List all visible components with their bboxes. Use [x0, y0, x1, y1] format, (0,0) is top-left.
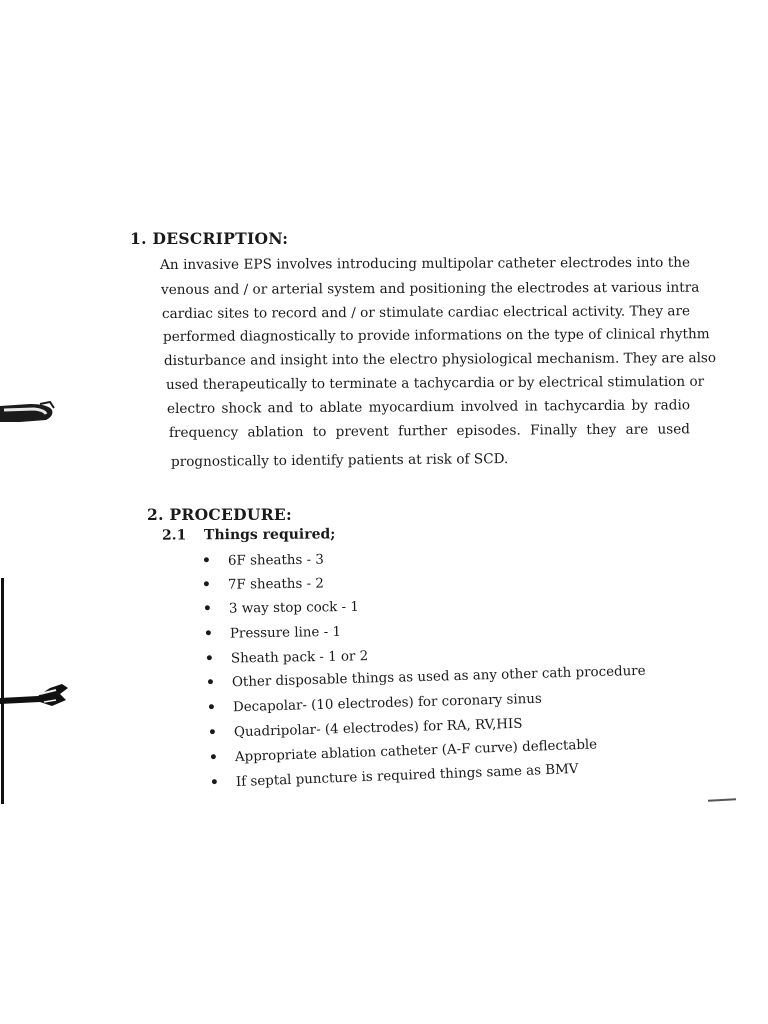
scan-edge-mark	[708, 798, 736, 801]
list-item-text: If septal puncture is required things same as BMV	[235, 761, 579, 790]
bullet-icon: •	[202, 600, 213, 617]
bullet-icon: •	[203, 625, 214, 642]
paragraph-line: venous and / or arterial system and positioning the electrodes at various intra	[160, 279, 700, 298]
binder-clip-icon	[0, 680, 72, 712]
list-item-text: 3 way stop cock - 1	[228, 599, 360, 617]
bullet-icon: •	[201, 576, 212, 593]
paragraph-line: performed diagnostically to provide informations on the type of clinical rhythm	[162, 326, 710, 345]
bullet-icon: •	[206, 699, 217, 716]
binder-clip-icon	[0, 400, 56, 426]
list-item-text: Sheath pack - 1 or 2	[230, 649, 369, 667]
list-item	[207, 690, 542, 718]
bullet-icon: •	[209, 774, 220, 791]
list-item	[203, 598, 359, 619]
bullet-icon: •	[201, 552, 212, 569]
list-item	[202, 575, 324, 595]
paragraph-line: electro shock and to ablate myocardium involved in tachycardia by radio	[166, 397, 691, 417]
list-item-text: 7F sheaths - 2	[227, 576, 324, 593]
list-item-text: Quadripolar- (4 electrodes) for RA, RV,HIS	[233, 716, 523, 741]
list-item	[205, 647, 369, 669]
list-item-text: Pressure line - 1	[229, 624, 342, 642]
bullet-icon: •	[205, 674, 216, 691]
section-heading-procedure: 2. PROCEDURE:	[147, 505, 293, 524]
bullet-icon: •	[207, 724, 218, 741]
paragraph-line: An invasive EPS involves introducing multipolar catheter electrodes into the	[159, 254, 691, 273]
list-item	[202, 551, 324, 571]
list-item	[204, 623, 341, 644]
list-item-text: Other disposable things as used as any other cath procedure	[231, 663, 646, 691]
bullet-icon: •	[208, 749, 219, 766]
paragraph-line: disturbance and insight into the electro physiological mechanism. They are also	[163, 350, 717, 369]
paragraph-line: frequency ablation to prevent further episodes. Finally they are used	[168, 421, 691, 441]
section-heading-description: 1. DESCRIPTION:	[130, 229, 289, 248]
list-item-text: Appropriate ablation catheter (A-F curve) deflectable	[234, 737, 598, 766]
subsection-title: Things required;	[203, 526, 336, 544]
list-item-text: 6F sheaths - 3	[227, 552, 324, 569]
paragraph-line: used therapeutically to terminate a tachycardia or by electrical stimulation or	[165, 373, 705, 393]
bullet-icon: •	[204, 650, 215, 667]
paragraph-line: prognostically to identify patients at risk of SCD.	[170, 451, 509, 470]
paragraph-line: cardiac sites to record and / or stimulate cardiac electrical activity. They are	[161, 303, 691, 322]
list-item-text: Decapolar- (10 electrodes) for coronary sinus	[232, 691, 542, 716]
subsection-heading	[162, 526, 336, 543]
subsection-number: 2.1	[161, 527, 187, 544]
